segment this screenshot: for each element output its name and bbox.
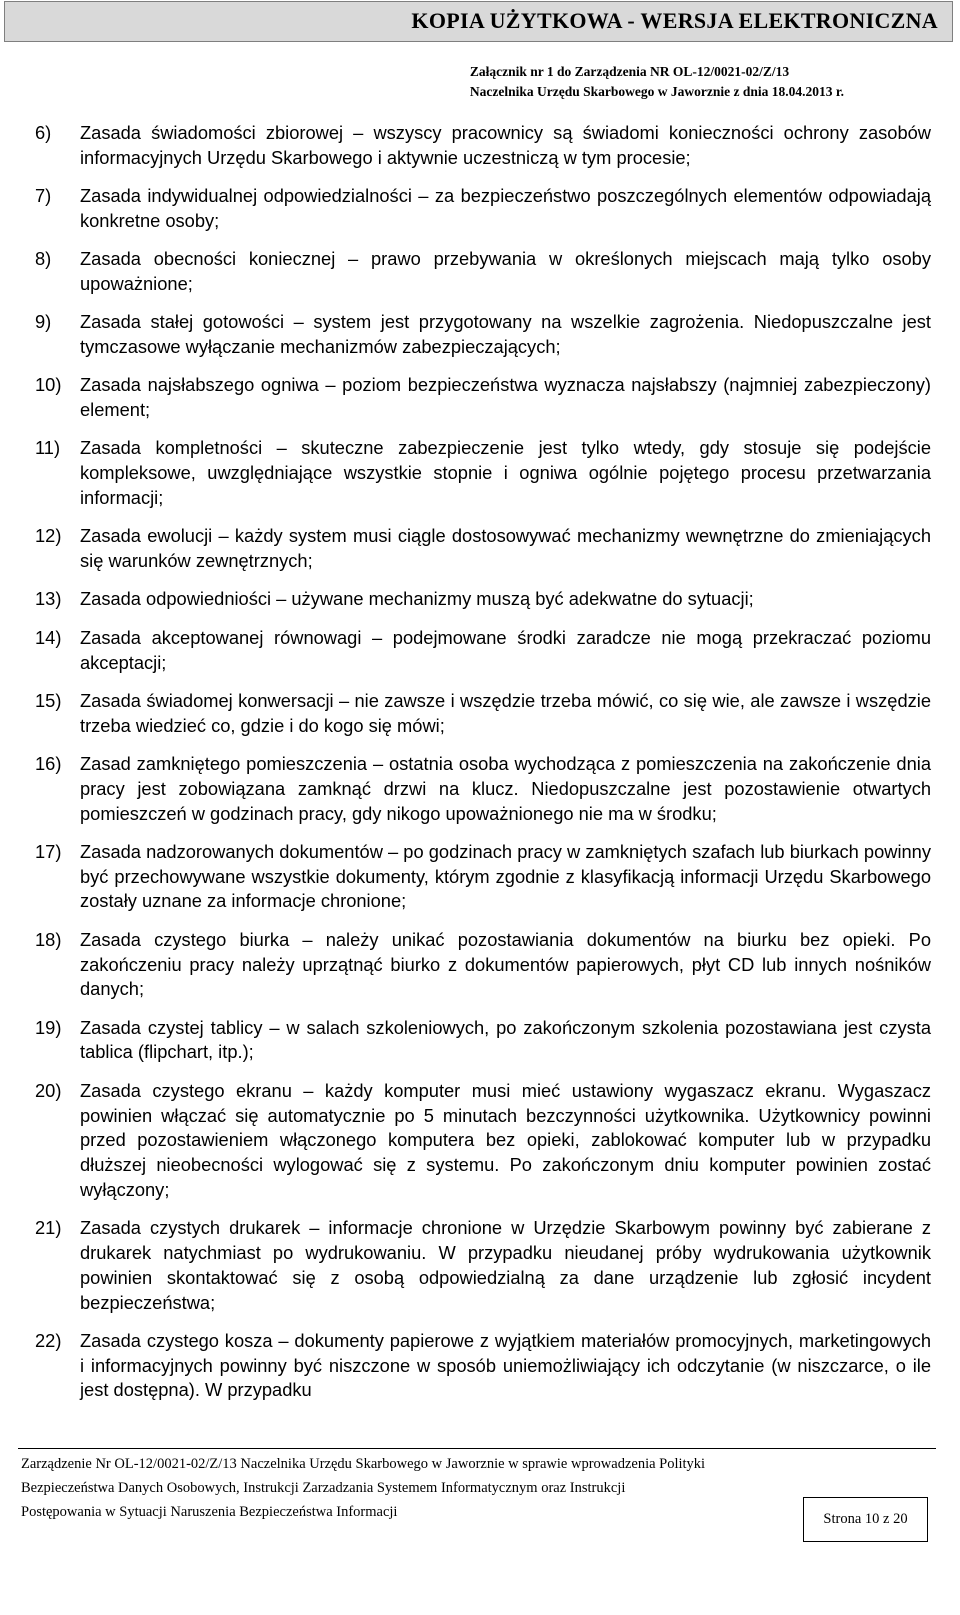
list-item bbox=[35, 310, 931, 360]
list-item bbox=[35, 524, 931, 574]
list-item bbox=[35, 1079, 931, 1203]
item-number: 9) bbox=[35, 311, 52, 333]
footer-line-3: Postępowania w Sytuacji Naruszenia Bezpieczeństwa Informacji bbox=[21, 1504, 398, 1520]
item-number: 15) bbox=[35, 689, 62, 711]
list-item bbox=[35, 373, 931, 423]
footer-divider bbox=[18, 1448, 936, 1449]
attachment-note-line-2: Naczelnika Urzędu Skarbowego w Jaworznie z dnia 18.04.2013 r. bbox=[469, 84, 844, 99]
list-item bbox=[35, 436, 931, 510]
list-item bbox=[35, 587, 931, 612]
footer-line-2: Bezpieczeństwa Danych Osobowych, Instrukcji Zarzadzania Systemem Informatycznym oraz Instrukcji bbox=[21, 1480, 626, 1496]
item-text: Zasada świadomości zbiorowej – wszyscy pracownicy są świadomi konieczności ochrony zasobów informacyjnych Urzędu Skarbowego i aktywnie uczestniczą w tym procesie; bbox=[80, 122, 931, 168]
attachment-note-line-1: Załącznik nr 1 do Zarządzenia NR OL-12/0021-02/Z/13 bbox=[469, 64, 790, 79]
list-item bbox=[35, 1329, 931, 1403]
item-text: Zasada stałej gotowości – system jest przygotowany na wszelkie zagrożenia. Niedopuszczalne jest tymczasowe wyłączanie mechanizmów zabezpieczających; bbox=[80, 311, 931, 358]
list-item bbox=[35, 1016, 931, 1066]
item-number: 7) bbox=[35, 185, 52, 207]
item-text: Zasada obecności koniecznej – prawo przebywania w określonych miejscach mają tylko osoby upoważnione; bbox=[80, 248, 931, 294]
item-text: Zasada odpowiedniości – używane mechanizmy muszą być adekwatne do sytuacji; bbox=[80, 588, 754, 610]
list-item bbox=[35, 121, 931, 171]
item-text: Zasad zamkniętego pomieszczenia – ostatnia osoba wychodząca z pomieszczenia na zakończenie dnia pracy jest zobowiązana zamknąć drzwi na klucz. Niedopuszczalne jest pozostawienie otwartych pomieszczeń w godzinach pracy, gdy nikogo upoważnionego nie ma w środku; bbox=[80, 752, 931, 824]
item-text: Zasada kompletności – skuteczne zabezpieczenie jest tylko wtedy, gdy stosuje się podejście kompleksowe, uwzględniające wszystkie stopnie i ogniwa ogólnie pojętego procesu przetwarzania informacji; bbox=[80, 437, 931, 509]
copy-banner bbox=[4, 1, 953, 42]
attachment-note bbox=[470, 62, 844, 102]
item-text: Zasada indywidualnej odpowiedzialności – za bezpieczeństwo poszczególnych elementów odpowiadają konkretne osoby; bbox=[80, 185, 931, 231]
list-item bbox=[35, 840, 931, 914]
item-number: 18) bbox=[35, 928, 62, 950]
item-text: Zasada ewolucji – każdy system musi ciągle dostosowywać mechanizmy wewnętrzne do zmieniających się warunków zewnętrznych; bbox=[80, 525, 931, 572]
item-number: 19) bbox=[35, 1016, 62, 1038]
item-number: 21) bbox=[35, 1217, 62, 1239]
item-number: 22) bbox=[35, 1329, 62, 1351]
item-text: Zasada czystego kosza – dokumenty papierowe z wyjątkiem materiałów promocyjnych, marketingowych i informacyjnych powinny być niszczone w sposób uniemożliwiający ich odczytanie (w niszczarce, o ile jest dostępna). W przypadku bbox=[80, 1329, 931, 1401]
item-text: Zasada czystego ekranu – każdy komputer musi mieć ustawiony wygaszacz ekranu. Wygaszacz powinien włączać się automatycznie po 5 minutach bezczynności użytkownika. Użytkownicy powinni przed pozostawieniem włączonego komputera bez opieki, zablokować komputer lub w przypadku dłuższej nieobecności wylogować się z systemu. Po zakończonym dniu komputer powinien zostać wyłączony; bbox=[80, 1079, 931, 1200]
item-number: 17) bbox=[35, 840, 62, 862]
item-text: Zasada nadzorowanych dokumentów – po godzinach pracy w zamkniętych szafach lub biurkach powinny być przechowywane wszystkie dokumenty, którym zgodnie z klasyfikacją informacji Urzędu Skarbowego zostały uznane za informacje chronione; bbox=[80, 840, 931, 912]
item-number: 12) bbox=[35, 525, 62, 547]
item-number: 10) bbox=[35, 374, 62, 396]
item-text: Zasada czystego biurka – należy unikać pozostawiania dokumentów na biurku bez opieki. Po zakończeniu pracy należy uprzątnąć biurko z dokumentów papierowych, płyt CD lub innych nośników danych; bbox=[80, 928, 931, 1000]
list-item bbox=[35, 1216, 931, 1315]
item-number: 6) bbox=[35, 122, 52, 143]
banner-text: KOPIA UŻYTKOWA - WERSJA ELEKTRONICZNA bbox=[411, 8, 938, 33]
list-item bbox=[35, 184, 931, 234]
item-number: 8) bbox=[35, 248, 52, 270]
list-item bbox=[35, 752, 931, 826]
footer-text bbox=[21, 1452, 801, 1524]
page-number-text: Strona 10 z 20 bbox=[823, 1511, 908, 1527]
item-text: Zasada akceptowanej równowagi – podejmowane środki zaradcze nie mogą przekraczać poziomu akceptacji; bbox=[80, 626, 931, 673]
list-item bbox=[35, 689, 931, 739]
page-number bbox=[803, 1497, 928, 1542]
list-item bbox=[35, 247, 931, 297]
item-number: 11) bbox=[35, 437, 61, 459]
item-number: 16) bbox=[35, 752, 62, 774]
principles-list bbox=[35, 121, 931, 1430]
item-text: Zasada świadomej konwersacji – nie zawsze i wszędzie trzeba mówić, co się wie, ale zawsze i wszędzie trzeba wiedzieć co, gdzie i do kogo się mówi; bbox=[80, 689, 931, 736]
footer-line-1: Zarządzenie Nr OL-12/0021-02/Z/13 Naczelnika Urzędu Skarbowego w Jaworznie w sprawie wprowadzenia Polityki bbox=[21, 1456, 706, 1472]
list-item bbox=[35, 928, 931, 1002]
item-number: 20) bbox=[35, 1079, 62, 1101]
item-number: 14) bbox=[35, 626, 62, 648]
item-text: Zasada czystych drukarek – informacje chronione w Urzędzie Skarbowym powinny być zabierane z drukarek natychmiast po wydrukowaniu. W przypadku nieudanej próby wydrukowania użytkownik powinien skontaktować się z osobą odpowiedzialną za dane urządzenie lub zgłosić incydent bezpieczeństwa; bbox=[80, 1217, 931, 1313]
list-item bbox=[35, 626, 931, 676]
item-number: 13) bbox=[35, 588, 62, 610]
item-text: Zasada czystej tablicy – w salach szkoleniowych, po zakończonym szkolenia pozostawiana jest czysta tablica (flipchart, itp.); bbox=[80, 1016, 931, 1063]
item-text: Zasada najsłabszego ogniwa – poziom bezpieczeństwa wyznacza najsłabszy (najmniej zabezpieczony) element; bbox=[80, 374, 931, 421]
